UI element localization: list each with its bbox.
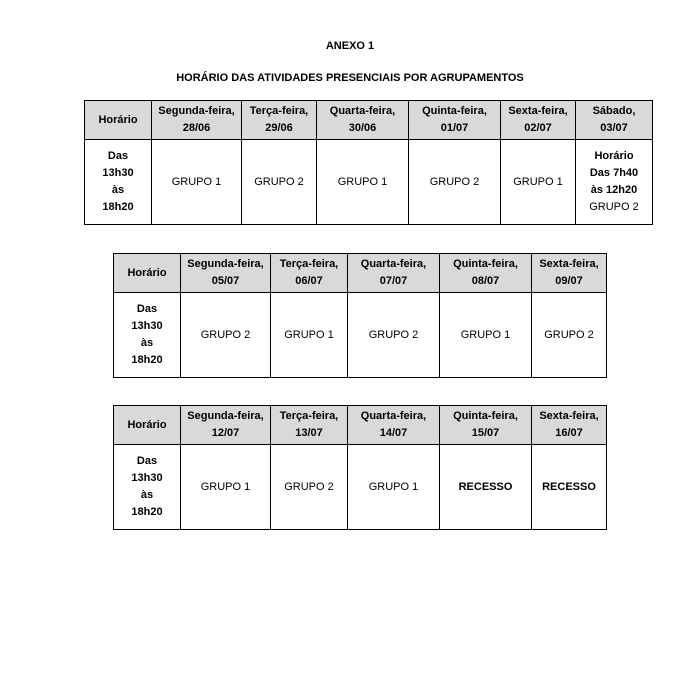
day-header-thursday: Quinta-feira, 08/07 — [440, 254, 532, 293]
time-header: Horário — [85, 101, 152, 140]
day-header-wednesday: Quarta-feira, 30/06 — [317, 101, 409, 140]
schedule-table-week-1 — [84, 100, 653, 225]
time-cell: Das 13h30 às 18h20 — [114, 293, 181, 378]
day-header-wednesday: Quarta-feira, 07/07 — [348, 254, 440, 293]
document-subtitle: HORÁRIO DAS ATIVIDADES PRESENCIAIS POR AGRUPAMENTOS — [176, 72, 524, 84]
day-header-thursday: Quinta-feira, 01/07 — [409, 101, 501, 140]
table-row — [85, 140, 653, 225]
recess-cell: RECESSO — [440, 445, 532, 530]
day-header-friday: Sexta-feira, 09/07 — [532, 254, 607, 293]
time-header: Horário — [114, 254, 181, 293]
group-cell: GRUPO 2 — [181, 293, 271, 378]
day-header-monday: Segunda-feira, 05/07 — [181, 254, 271, 293]
time-cell: Das 13h30 às 18h20 — [85, 140, 152, 225]
table-row — [114, 293, 607, 378]
group-cell: GRUPO 2 — [242, 140, 317, 225]
schedule-table-week-2 — [113, 253, 607, 378]
group-cell: GRUPO 2 — [271, 445, 348, 530]
day-header-tuesday: Terça-feira, 29/06 — [242, 101, 317, 140]
time-header: Horário — [114, 406, 181, 445]
day-header-friday: Sexta-feira, 02/07 — [501, 101, 576, 140]
day-header-tuesday: Terça-feira, 13/07 — [271, 406, 348, 445]
header-row — [85, 101, 653, 140]
group-cell: GRUPO 1 — [271, 293, 348, 378]
day-header-monday: Segunda-feira, 28/06 — [152, 101, 242, 140]
header-row — [114, 406, 607, 445]
group-cell: GRUPO 1 — [501, 140, 576, 225]
day-header-tuesday: Terça-feira, 06/07 — [271, 254, 348, 293]
group-cell: GRUPO 1 — [181, 445, 271, 530]
day-header-friday: Sexta-feira, 16/07 — [532, 406, 607, 445]
group-cell: GRUPO 2 — [348, 293, 440, 378]
time-cell: Das 13h30 às 18h20 — [114, 445, 181, 530]
schedule-table-week-3 — [113, 405, 607, 530]
day-header-thursday: Quinta-feira, 15/07 — [440, 406, 532, 445]
group-cell: GRUPO 2 — [532, 293, 607, 378]
group-cell: GRUPO 1 — [440, 293, 532, 378]
day-header-saturday: Sábado, 03/07 — [576, 101, 653, 140]
day-header-wednesday: Quarta-feira, 14/07 — [348, 406, 440, 445]
annex-title: ANEXO 1 — [325, 40, 375, 52]
recess-cell: RECESSO — [532, 445, 607, 530]
group-cell: GRUPO 1 — [152, 140, 242, 225]
day-header-monday: Segunda-feira, 12/07 — [181, 406, 271, 445]
group-cell: GRUPO 1 — [317, 140, 409, 225]
group-cell: GRUPO 1 — [348, 445, 440, 530]
header-row — [114, 254, 607, 293]
group-cell: GRUPO 2 — [409, 140, 501, 225]
saturday-cell: Horário Das 7h40 às 12h20 GRUPO 2 — [576, 140, 653, 225]
table-row — [114, 445, 607, 530]
